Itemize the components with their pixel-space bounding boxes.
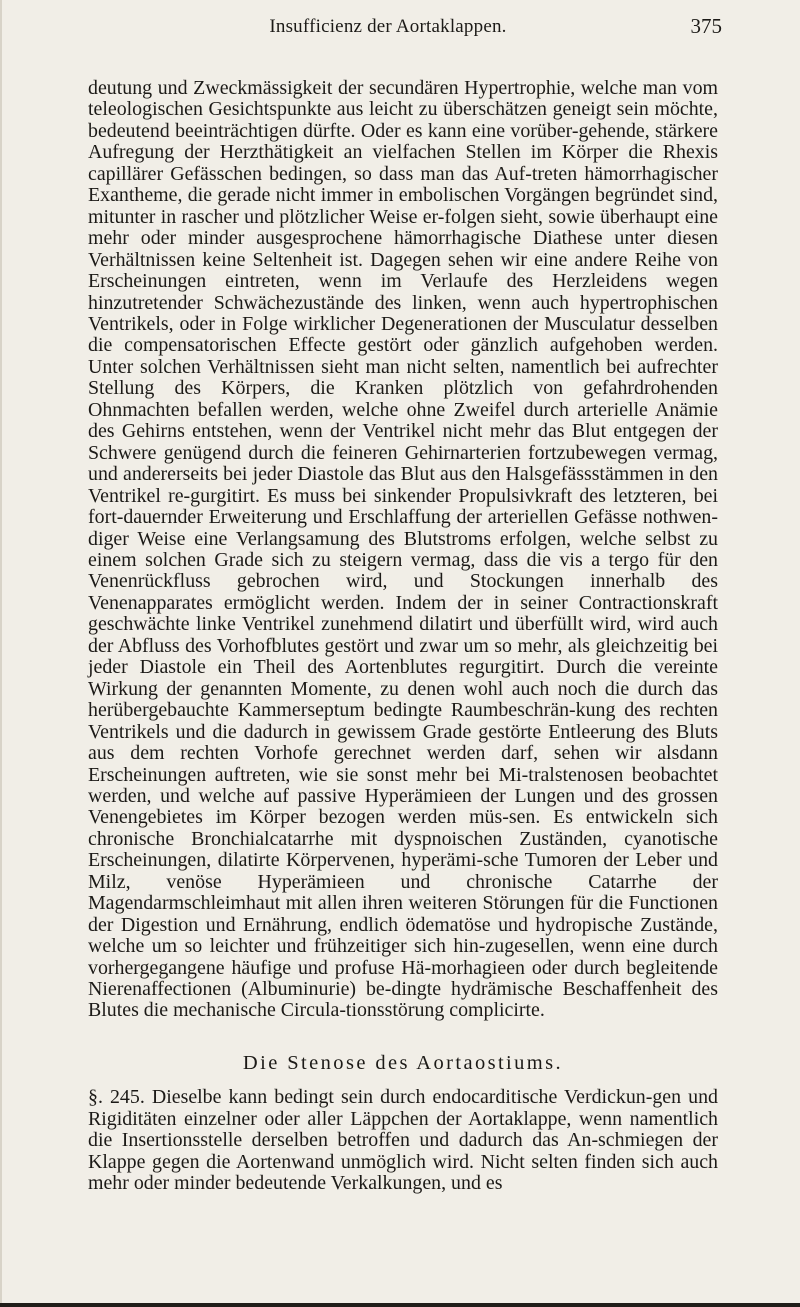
running-header [88, 0, 722, 60]
page-text [88, 78, 718, 1195]
bottom-edge-bar [0, 1303, 800, 1307]
book-page [88, 0, 722, 1195]
page-edge-shadow [0, 0, 2, 1307]
paragraph-continuation: deutung und Zweckmässigkeit der secundären Hypertrophie, welche man vom teleologischen Gesichtspunkte aus leicht zu überschätzen geneigt sein möchte, bedeutend beeinträchtigen dürfte. Oder es kann eine vorüber-gehende, stärkere Aufregung der Herzthätigkeit an vielfachen Stellen im Körper die Rhexis capillärer Gefässchen bedingen, so dass man das Auf-treten hämorrhagischer Exantheme, die gerade nicht immer in embolischen Vorgängen begründet sind, mitunter in rascher und plötzlicher Weise er-folgen sieht, sowie überhaupt eine mehr oder minder ausgesprochene hämorrhagische Diathese unter diesen Verhältnissen keine Seltenheit ist. Dagegen sehen wir eine andere Reihe von Erscheinungen eintreten, wenn im Verlaufe des Herzleidens wegen hinzutretender Schwächezustände des linken, wenn auch hypertrophischen Ventrikels, oder in Folge wirklicher Degenerationen der Musculatur desselben die compensatorischen Effecte gestört oder gänzlich aufgehoben werden. Unter solchen Verhältnissen sieht man nicht selten, namentlich bei aufrechter Stellung des Körpers, die Kranken plötzlich von gefahrdrohenden Ohnmachten befallen werden, welche ohne Zweifel durch arterielle Anämie des Gehirns entstehen, wenn der Ventrikel nicht mehr das Blut entgegen der Schwere genügend durch die feineren Gehirnarterien fortzubewegen vermag, und andererseits bei jeder Diastole das Blut aus den Halsgefässstämmen in den Ventrikel re-gurgitirt. Es muss bei sinkender Propulsivkraft des letzteren, bei fort-dauernder Erweiterung und Erschlaffung der arteriellen Gefässe nothwen-diger Weise eine Verlangsamung des Blutstroms erfolgen, welche selbst zu einem solchen Grade sich zu steigern vermag, dass die vis a tergo für den Venenrückfluss gebrochen wird, und Stockungen innerhalb des Venenapparates ermöglicht werden. Indem der in seiner Contractionskraft geschwächte linke Ventrikel zunehmend dilatirt und überfüllt wird, wird auch der Abfluss des Vorhofblutes gestört und zwar um so mehr, als gleichzeitig bei jeder Diastole ein Theil des Aortenblutes regurgitirt. Durch die vereinte Wirkung der genannten Momente, zu denen wohl auch noch die durch das herübergebauchte Kammerseptum bedingte Raumbeschrän-kung des rechten Ventrikels und die dadurch in gewissem Grade gestörte Entleerung des Bluts aus dem rechten Vorhofe gerechnet werden darf, sehen wir alsdann Erscheinungen auftreten, wie sie sonst mehr bei Mi-tralstenosen beobachtet werden, und welche auf passive Hyperämieen der Lungen und des grossen Venengebietes im Körper bezogen werden müs-sen. Es entwickeln sich chronische Bronchialcatarrhe mit dyspnoischen Zuständen, cyanotische Erscheinungen, dilatirte Körpervenen, hyperämi-sche Tumoren der Leber und Milz, venöse Hyperämieen und chronische Catarrhe der Magendarmschleimhaut mit allen ihren weiteren Störungen für die Functionen der Digestion und Ernährung, endlich ödematöse und hydropische Zustände, welche um so leichter und frühzeitiger sich hin-zugesellen, wenn eine durch vorhergegangene häufige und profuse Hä-morhagieen oder durch begleitende Nierenaffectionen (Albuminurie) be-dingte hydrämische Beschaffenheit des Blutes die mechanische Circula-tionsstörung complicirte. [88, 77, 718, 1022]
page-number: 375 [690, 14, 722, 38]
section-heading: Die Stenose des Aortaostiums. [242, 1051, 564, 1074]
running-title: Insufficienz der Aortaklappen. [269, 16, 507, 37]
paragraph-section-245: §. 245. Dieselbe kann bedingt sein durch endocarditische Verdickun-gen und Rigiditäten einzelner oder aller Läppchen der Aortaklappe, wenn namentlich die Insertionsstelle derselben betroffen und dadurch das An-schmiegen der Klappe gegen die Aortenwand unmöglich wird. Nicht selten finden sich auch mehr oder minder bedeutende Verkalkungen, und es [88, 1086, 718, 1195]
